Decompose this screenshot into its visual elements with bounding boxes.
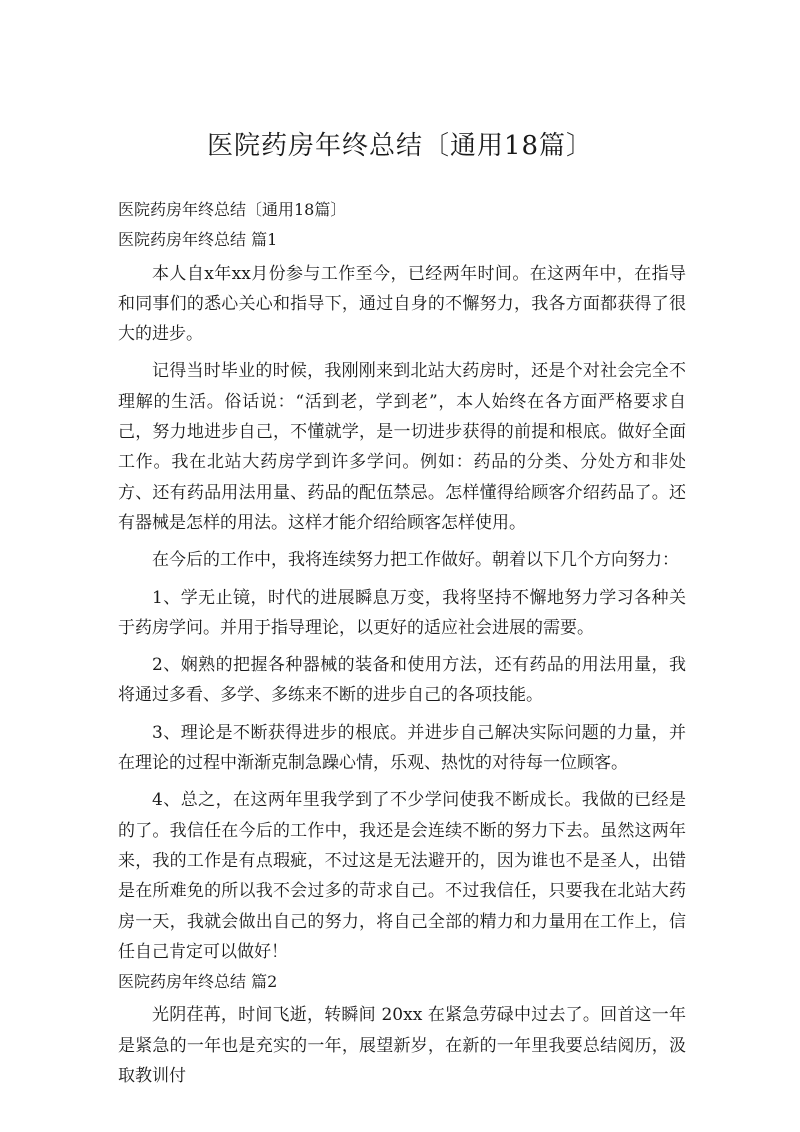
section-heading: 医院药房年终总结 篇1 (118, 230, 278, 250)
paragraph: 记得当时毕业的时候，我刚刚来到北站大药房时，还是个对社会完全不理解的生活。俗话说：“活到老，学到老”，本人始终在各方面严格要求自己，努力地进步自己，不懂就学，是一切进步获得的前提和根底。做好全面工作。我在北站大药房学到许多学问。例如：药品的分类、分处方和非处方、还有药品用法用量、药品的配伍禁忌。怎样懂得给顾客介绍药品了。还有器械是怎样的用法。这样才能介绍给顾客怎样使用。 (118, 361, 686, 533)
paragraph: 光阴荏苒，时间飞逝，转瞬间 20xx 在紧急劳碌中过去了。回首这一年是紧急的一年也是充实的一年，展望新岁，在新的一年里我要总结阅历，汲取教训付 (118, 1005, 686, 1087)
document-title: 医院药房年终总结〔通用18篇〕 (206, 131, 594, 161)
list-item: 2、娴熟的把握各种器械的装备和使用方法，还有药品的用法用量，我将通过多看、多学、多练来不断的进步自己的各项技能。 (118, 655, 686, 706)
document-subtitle: 医院药房年终总结〔通用18篇〕 (118, 200, 347, 219)
document-body (118, 195, 686, 1091)
paragraph: 本人自x年xx月份参与工作至今，已经两年时间。在这两年中，在指导和同事们的悉心关心和指导下，通过自身的不懈努力，我各方面都获得了很大的进步。 (118, 263, 686, 345)
list-item: 1、学无止镜，时代的进展瞬息万变，我将坚持不懈地努力学习各种关于药房学问。并用于指导理论，以更好的适应社会进展的需要。 (118, 587, 686, 638)
paragraph: 在今后的工作中，我将连续努力把工作做好。朝着以下几个方向努力： (152, 550, 679, 571)
list-item: 4、总之，在这两年里我学到了不少学问使我不断成长。我做的已经是的了。我信任在今后的工作中，我还是会连续不断的努力下去。虽然这两年来，我的工作是有点瑕疵，不过这是无法避开的，因为谁也不是圣人，出错是在所难免的所以我不会过多的苛求自己。不过我信任，只要我在北站大药房一天，我就会做出自己的努力，将自己全部的精力和力量用在工作上，信任自己肯定可以做好！ (118, 790, 686, 962)
list-item: 3、理论是不断获得进步的根底。并进步自己解决实际问题的力量，并在理论的过程中渐渐克制急躁心情，乐观、热忱的对待每一位顾客。 (118, 722, 686, 774)
section-heading: 医院药房年终总结 篇2 (118, 972, 278, 992)
